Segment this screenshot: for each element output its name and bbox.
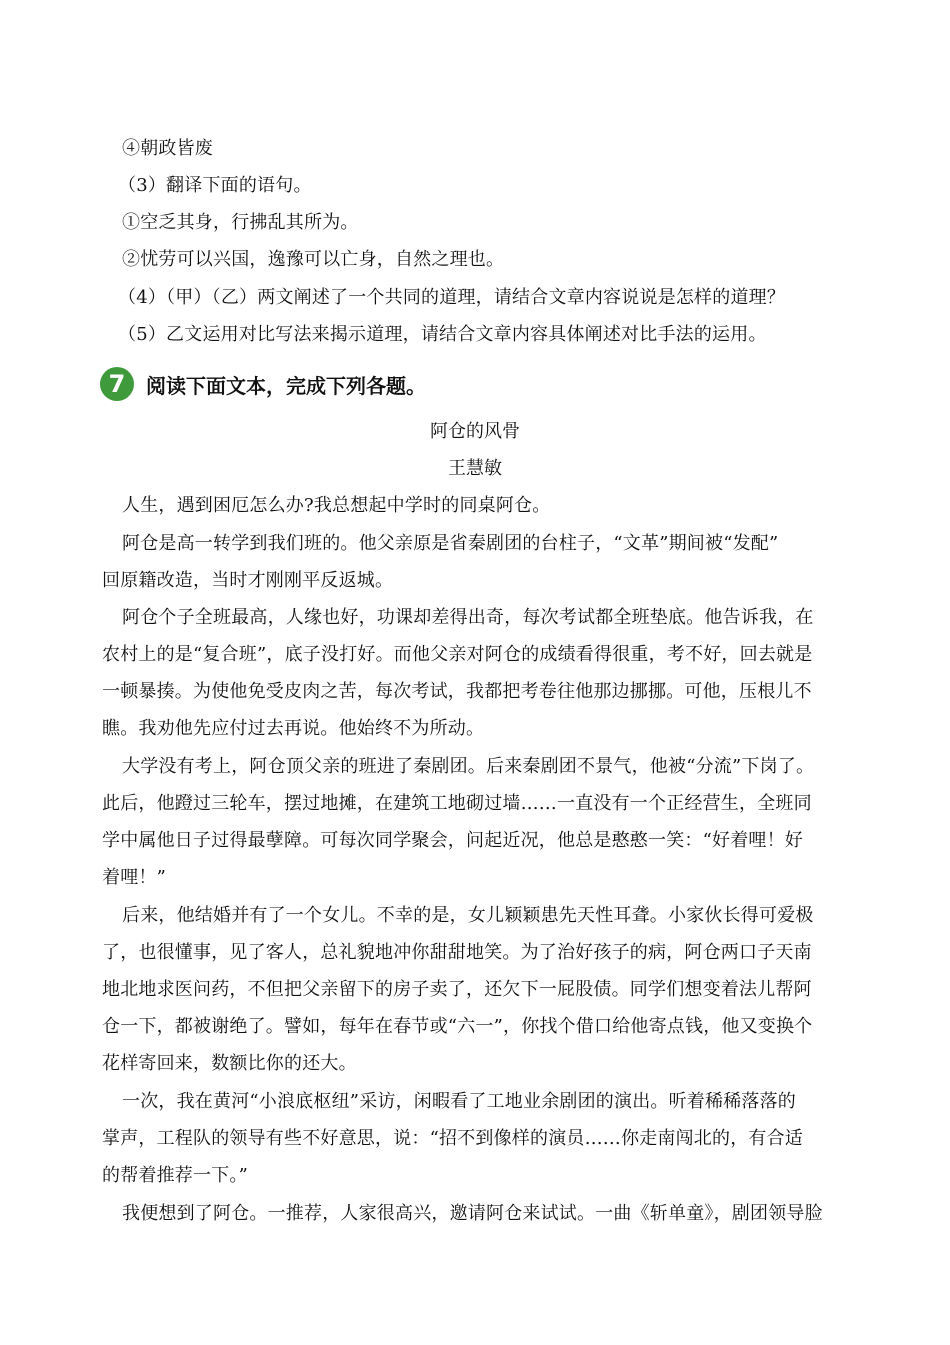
article-line: 地北地求医问药，不但把父亲留下的房子卖了，还欠下一屁股债。同学们想变着法儿帮阿 [102,979,812,1000]
question-5: （5）乙文运用对比写法来揭示道理，请结合文章内容具体阐述对比手法的运用。 [118,324,767,345]
article-line: 着哩！” [102,867,167,888]
article-line: 阿仓是高一转学到我们班的。他父亲原是省秦剧团的台柱子，“文革”期间被“发配” [122,533,779,554]
section-number-badge: 7 [100,367,134,401]
section-heading [100,366,426,402]
article-author: 王慧敏 [448,458,502,479]
question-3-item-1: ①空乏其身，行拂乱其所为。 [122,212,359,233]
article-line: 仓一下，都被谢绝了。譬如，每年在春节或“六一”，你找个借口给他寄点钱，他又变换个 [102,1016,813,1037]
article-line: 回原籍改造，当时才刚刚平反返城。 [102,570,394,591]
article-line: 瞧。我劝他先应付过去再说。他始终不为所动。 [102,718,485,739]
article-line: 一次，我在黄河“小浪底枢纽”采访，闲暇看了工地业余剧团的演出。听着稀稀落落的 [122,1091,797,1112]
article-line: 花样寄回来，数额比你的还大。 [102,1053,357,1074]
article-line: 此后，他蹬过三轮车，摆过地摊，在建筑工地砌过墙……一直没有一个正经营生，全班同 [102,793,812,814]
question-4: （4）（甲）（乙）两文阐述了一个共同的道理，请结合文章内容说说是怎样的道理？ [118,287,786,308]
article-line: 了，也很懂事，见了客人，总礼貌地冲你甜甜地笑。为了治好孩子的病，阿仓两口子天南 [102,942,812,963]
question-item-4: ④朝政皆废 [122,138,213,159]
article-line: 后来，他结婚并有了一个女儿。不幸的是，女儿颖颖患先天性耳聋。小家伙长得可爱极 [122,905,814,926]
article-line: 学中属他日子过得最孽障。可每次同学聚会，问起近况，他总是憨憨一笑：“好着哩！好 [102,830,803,851]
article-line: 的帮着推荐一下。” [102,1165,249,1186]
article-line: 阿仓个子全班最高，人缘也好，功课却差得出奇，每次考试都全班垫底。他告诉我，在 [122,607,814,628]
article-line: 农村上的是“复合班”，底子没打好。而他父亲对阿仓的成绩看得很重，考不好，回去就是 [102,644,813,665]
article-title: 阿仓的风骨 [430,421,520,442]
article-line: 一顿暴揍。为使他免受皮肉之苦，每次考试，我都把考卷往他那边挪挪。可他，压根儿不 [102,681,812,702]
question-3-item-2: ②忧劳可以兴国，逸豫可以亡身，自然之理也。 [122,249,505,270]
section-title: 阅读下面文本，完成下列各题。 [146,373,426,398]
article-line: 掌声，工程队的领导有些不好意思，说：“招不到像样的演员……你走南闯北的，有合适 [102,1128,803,1149]
question-3: （3）翻译下面的语句。 [118,175,312,196]
article-line: 大学没有考上，阿仓顶父亲的班进了秦剧团。后来秦剧团不景气，他被“分流”下岗了。 [122,756,815,777]
article-line: 人生，遇到困厄怎么办?我总想起中学时的同桌阿仓。 [122,495,551,516]
article-line: 我便想到了阿仓。一推荐，人家很高兴，邀请阿仓来试试。一曲《斩单童》，剧团领导脸 [122,1203,823,1224]
